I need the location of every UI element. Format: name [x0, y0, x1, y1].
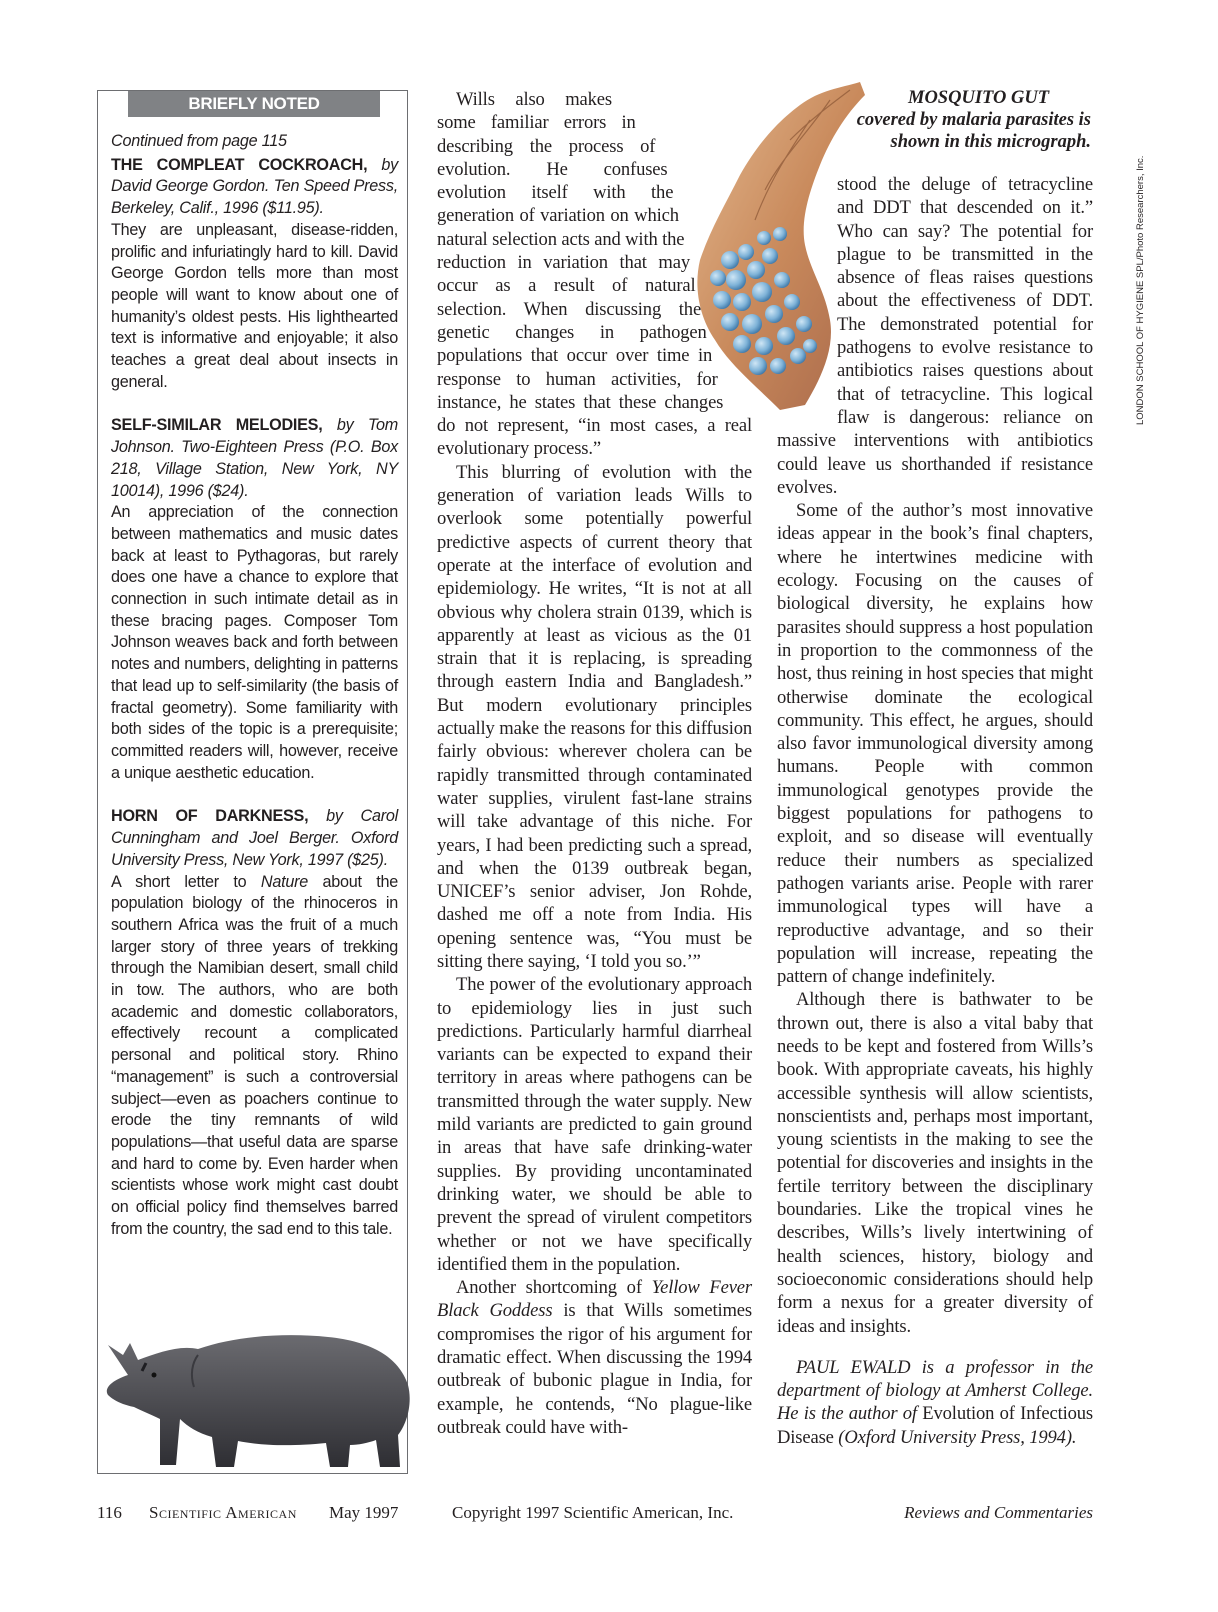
article-paragraph: Some of the author’s most innovative ideas appear in the book’s final chapters, where he intertwines medicine with ecology. Focusing on the causes of biological diversity, he explains how parasites should suppress a host population in proportion to the commonness of the host, thus reining in host species that might otherwise dominate the ecological community. This effect, he argues, should also favor immunological diversity among humans. People with common immunological genotypes provide the biggest populations for pathogens to exploit, and so disease will eventually reduce their numbers as specialized pathogen variants arise. People with rarer immunological types will have a reproductive advantage, and so their population will increase, repeating the pattern of change indefinitely.	[777, 500, 1093, 988]
entry-heading	[111, 806, 398, 871]
entry-title: HORN OF DARKNESS,	[111, 807, 309, 826]
entry-meta: by Carol Cunningham and Joel Berger. Oxford University Press, New York, 1997 ($25).	[111, 807, 398, 869]
caption-text: covered by malaria parasites is shown in this micrograph.	[856, 110, 1091, 152]
author-bio	[777, 1356, 1093, 1449]
article-column-right	[777, 88, 1093, 1449]
article-text: Another shortcoming of	[456, 1277, 652, 1299]
caption-title: MOSQUITO GUT	[908, 88, 1049, 108]
entry-body	[111, 872, 398, 1241]
entry-meta: by Tom Johnson. Two-Eighteen Press (P.O. Box 218, Village Station, New York, NY 10014), 1996 ($24).	[111, 416, 398, 500]
review-entry	[111, 806, 398, 1240]
entry-title: THE COMPLEAT COCKROACH,	[111, 155, 368, 174]
article-paragraph: stood the deluge of tetracycline and DDT that descended on it.” Who can say? The potential for plague to be transmitted in the absence of fleas raises questions about the effectiveness of DDT. The demonstrated potential for pathogens to evolve resistance to antibiotics raises questions about that of tetracycline. This logical flaw is dangerous: reliance on massive interventions with antibiotics could leave us shorthanded if resistance evolves.	[777, 174, 1093, 498]
bio-text: (Oxford University Press, 1994).	[833, 1426, 1077, 1448]
continued-note: Continued from page 115	[111, 132, 287, 150]
entry-body: They are unpleasant, disease-ridden, prolific and infuriatingly hard to kill. David George Gordon tells more than most people will want to know about one of humanity’s oldest pests. His lighthearted text is informative and enjoyable; it also teaches a great deal about insects in general.	[111, 220, 398, 391]
copyright-notice: Copyright 1997 Scientific American, Inc.	[452, 1503, 734, 1522]
article-paragraph	[437, 1276, 752, 1439]
photo-credit	[1135, 155, 1149, 425]
entry-meta: by David George Gordon. Ten Speed Press, Berkeley, Calif., 1996 ($11.95).	[111, 155, 398, 218]
journal-name: Nature	[260, 872, 308, 891]
article-paragraph: The power of the evolutionary approach to epidemiology lies in just such predictions. Particularly harmful diarrheal variants can be expected to expand their territory in areas where pathogens can be transmitted through the water supply. New mild variants are predicted to gain ground in areas that have safe drinking-water supplies. By providing uncontaminated drinking water, we should be able to prevent the spread of virulent competitors whether or not we have specifically identified them in the population.	[437, 974, 752, 1275]
article-paragraph: Wills also makes some familiar errors in describing the process of evolution. He confuses evolution itself with the generation of variation on which natural selection acts and with the reduction in variation that may occur as a result of natural selection. When discussing the genetic changes in pathogen populations that occur over time in response to human activities, for instance, he states that these changes do not represent, “in most cases, a real evolutionary process.”	[437, 89, 752, 460]
bio-text: PAUL EWALD is a professor in the department of biology at Amherst College. He is the author of	[777, 1356, 1093, 1425]
magazine-name: Scientific American	[149, 1503, 297, 1522]
entry-body: An appreciation of the connection between mathematics and music dates back at least to Pythagoras, but rarely does one have a chance to explore that connection in such intimate detail as in these bracing pages. Composer Tom Johnson weaves back and forth between notes and numbers, delighting in patterns that lead up to self-similarity (the basis of fractal geometry). Some familiarity with both sides of the topic is a prerequisite; committed readers will, however, receive a unique aesthetic education.	[111, 503, 398, 782]
review-entry	[111, 415, 398, 784]
entry-body-text: A short letter to	[111, 872, 261, 891]
entry-heading	[111, 155, 398, 220]
section-name: Reviews and Commentaries	[904, 1503, 1093, 1522]
article-text: is that Wills sometimes compromises the rigor of his argument for dramatic effect. When discussing the 1994 outbreak of bubonic plague in India, for example, he contends, “No plague-like outbreak could have with-	[437, 1300, 752, 1438]
entry-body-text: about the population biology of the rhinoceros in southern Africa was the fruit of a much larger story of three years of trekking through the Namibian desert, small child in tow. The authors, who are both academic and domestic collaborators, effectively recount a complicated personal and political story. Rhino “management” is such a controversial subject—even as poachers continue to erode the tiny remnants of wild populations—that useful data are sparse and hard to come by. Even harder when scientists whose work might cast doubt on official policy find themselves barred from the country, the sad end to this tale.	[111, 872, 398, 1238]
book-title: Yellow Fever Black Goddess	[437, 1277, 752, 1322]
page-footer	[97, 1503, 1093, 1527]
sidebar-content	[111, 131, 398, 1262]
bio-book-title: Evolution of Infectious Disease	[777, 1403, 1093, 1448]
review-entry	[111, 155, 398, 394]
article-paragraph: Although there is bathwater to be thrown out, there is also a vital baby that needs to be kept and fostered from Wills’s book. With appropriate caveats, his highly accessible synthesis will allow scientists, nonscientists and, perhaps most important, young scientists in the making to see the potential for discoveries and insights in the fertile territory between the disciplinary boundaries. Like the tropical vines he describes, Wills’s lively intertwining of health sciences, history, biology and socioeconomic considerations should help form a nexus for a greater diversity of ideas and insights.	[777, 989, 1093, 1337]
entry-title: SELF-SIMILAR MELODIES,	[111, 416, 323, 435]
article-column-middle	[437, 88, 752, 1439]
page-number: 116	[97, 1503, 122, 1522]
photo-credit-text: LONDON SCHOOL OF HYGIENE SPL/Photo Researchers, Inc.	[1135, 155, 1146, 425]
article-paragraph: This blurring of evolution with the generation of variation leads Wills to overlook some potentially powerful predictive aspects of current theory that operate at the interface of evolution and epidemiology. He writes, “It is not at all obvious why cholera strain 0139, which is apparently at least as vicious as the 01 strain that it is replacing, is spreading through eastern India and Bangladesh.” But modern evolutionary principles actually make the reasons for this diffusion fairly obvious: wherever cholera can be rapidly transmitted through contaminated water supplies, virulent fast-lane strains will take advantage of this niche. For years, I had been predicting such a spread, and when the 0139 outbreak began, UNICEF’s senior adviser, Jon Rohde, dashed me off a note from India. His opening sentence was, “You must be sitting there saying, ‘I told you so.’”	[437, 461, 752, 972]
rhinoceros-illustration	[68, 1315, 428, 1473]
issue-date: May 1997	[329, 1503, 399, 1522]
sidebar-header: BRIEFLY NOTED	[128, 91, 380, 117]
briefly-noted-sidebar	[97, 90, 408, 1474]
entry-heading	[111, 415, 398, 502]
